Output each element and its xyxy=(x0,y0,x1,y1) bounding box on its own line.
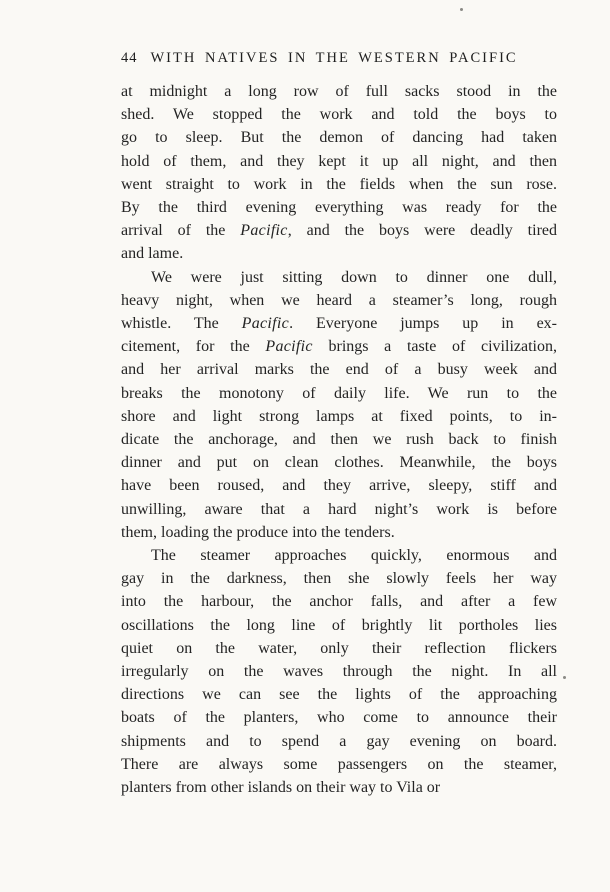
text-segment: , and the boys were deadly tired xyxy=(287,222,557,240)
text-line xyxy=(121,637,557,660)
text-line xyxy=(121,614,557,637)
text-line xyxy=(121,498,557,521)
text-line xyxy=(121,521,557,544)
italic-text: Pacific xyxy=(265,338,313,356)
text-line xyxy=(121,335,557,358)
text-line xyxy=(121,451,557,474)
text-line xyxy=(121,683,557,706)
text-segment: irregularly on the waves through the night. In all xyxy=(121,663,557,681)
text-line xyxy=(121,590,557,613)
italic-text: Pacific xyxy=(241,315,290,333)
text-segment: unwilling, aware that a hard night’s work is before xyxy=(121,500,557,518)
text-segment: quiet on the water, only their reflection flickers xyxy=(121,639,557,657)
italic-text: Pacific xyxy=(240,222,288,240)
text-line xyxy=(121,730,557,753)
text-segment: There are always some passengers on the steamer, xyxy=(121,755,557,773)
text-segment: planters from other islands on their way to Vila or xyxy=(121,779,441,797)
paragraph xyxy=(121,80,557,266)
text-segment: heavy night, when we heard a steamer’s long, rough xyxy=(121,291,557,309)
page-body xyxy=(121,80,557,799)
text-segment: went straight to work in the fields when the sun rose. xyxy=(121,175,557,193)
page-number: 44 xyxy=(121,50,138,66)
text-segment: hold of them, and they kept it up all night, and then xyxy=(121,152,557,170)
text-segment: By the third evening everything was ready for the xyxy=(121,199,557,217)
text-segment: oscillations the long line of brightly lit portholes lies xyxy=(121,616,557,634)
text-segment: arrival of the xyxy=(121,222,241,240)
text-segment: have been roused, and they arrive, sleepy, stiff and xyxy=(121,477,557,495)
text-line xyxy=(121,474,557,497)
text-segment: whistle. The xyxy=(121,315,242,333)
text-line xyxy=(121,242,557,265)
paragraph xyxy=(121,544,557,799)
text-line xyxy=(121,358,557,381)
text-segment: dicate the anchorage, and then we rush back to finish xyxy=(121,431,557,449)
text-line xyxy=(121,544,557,567)
running-title: WITH NATIVES IN THE WESTERN PACIFIC xyxy=(150,50,518,66)
text-line xyxy=(121,126,557,149)
text-segment: and her arrival marks the end of a busy week and xyxy=(121,361,557,379)
text-line xyxy=(121,196,557,219)
text-line xyxy=(121,219,557,242)
page-header xyxy=(121,50,557,67)
text-segment: gay in the darkness, then she slowly feels her way xyxy=(121,570,557,588)
text-line xyxy=(121,382,557,405)
page-content xyxy=(121,50,557,799)
text-segment: into the harbour, the anchor falls, and after a few xyxy=(121,593,557,611)
text-segment: . Everyone jumps up in ex- xyxy=(289,315,557,333)
text-line xyxy=(121,567,557,590)
text-line xyxy=(121,150,557,173)
text-segment: at midnight a long row of full sacks stood in the xyxy=(121,83,557,100)
text-line xyxy=(121,289,557,312)
text-segment: breaks the monotony of daily life. We run to the xyxy=(121,384,557,402)
text-segment: citement, for the xyxy=(121,338,266,356)
ink-speck xyxy=(460,8,463,11)
text-line xyxy=(121,405,557,428)
text-line xyxy=(121,776,557,799)
text-segment: shipments and to spend a gay evening on board. xyxy=(121,732,557,750)
text-segment: boats of the planters, who come to announce their xyxy=(121,709,557,727)
text-segment: The steamer approaches quickly, enormous and xyxy=(151,547,557,565)
text-segment: shore and light strong lamps at fixed points, to in- xyxy=(121,407,557,425)
text-line xyxy=(121,660,557,683)
text-line xyxy=(121,706,557,729)
text-line xyxy=(121,173,557,196)
text-line xyxy=(121,428,557,451)
text-line xyxy=(121,753,557,776)
text-segment: brings a taste of civilization, xyxy=(312,338,557,356)
text-segment: and lame. xyxy=(121,245,184,263)
ink-speck xyxy=(563,676,566,679)
text-line xyxy=(121,266,557,289)
text-line xyxy=(121,80,557,103)
text-line xyxy=(121,103,557,126)
text-segment: directions we can see the lights of the approaching xyxy=(121,686,557,704)
text-segment: dinner and put on clean clothes. Meanwhile, the boys xyxy=(121,454,557,472)
text-segment: go to sleep. But the demon of dancing had taken xyxy=(121,129,557,147)
text-segment: them, loading the produce into the tenders. xyxy=(121,523,395,541)
text-line xyxy=(121,312,557,335)
text-segment: shed. We stopped the work and told the boys to xyxy=(121,106,557,124)
text-segment: We were just sitting down to dinner one dull, xyxy=(151,268,557,286)
paragraph xyxy=(121,266,557,544)
